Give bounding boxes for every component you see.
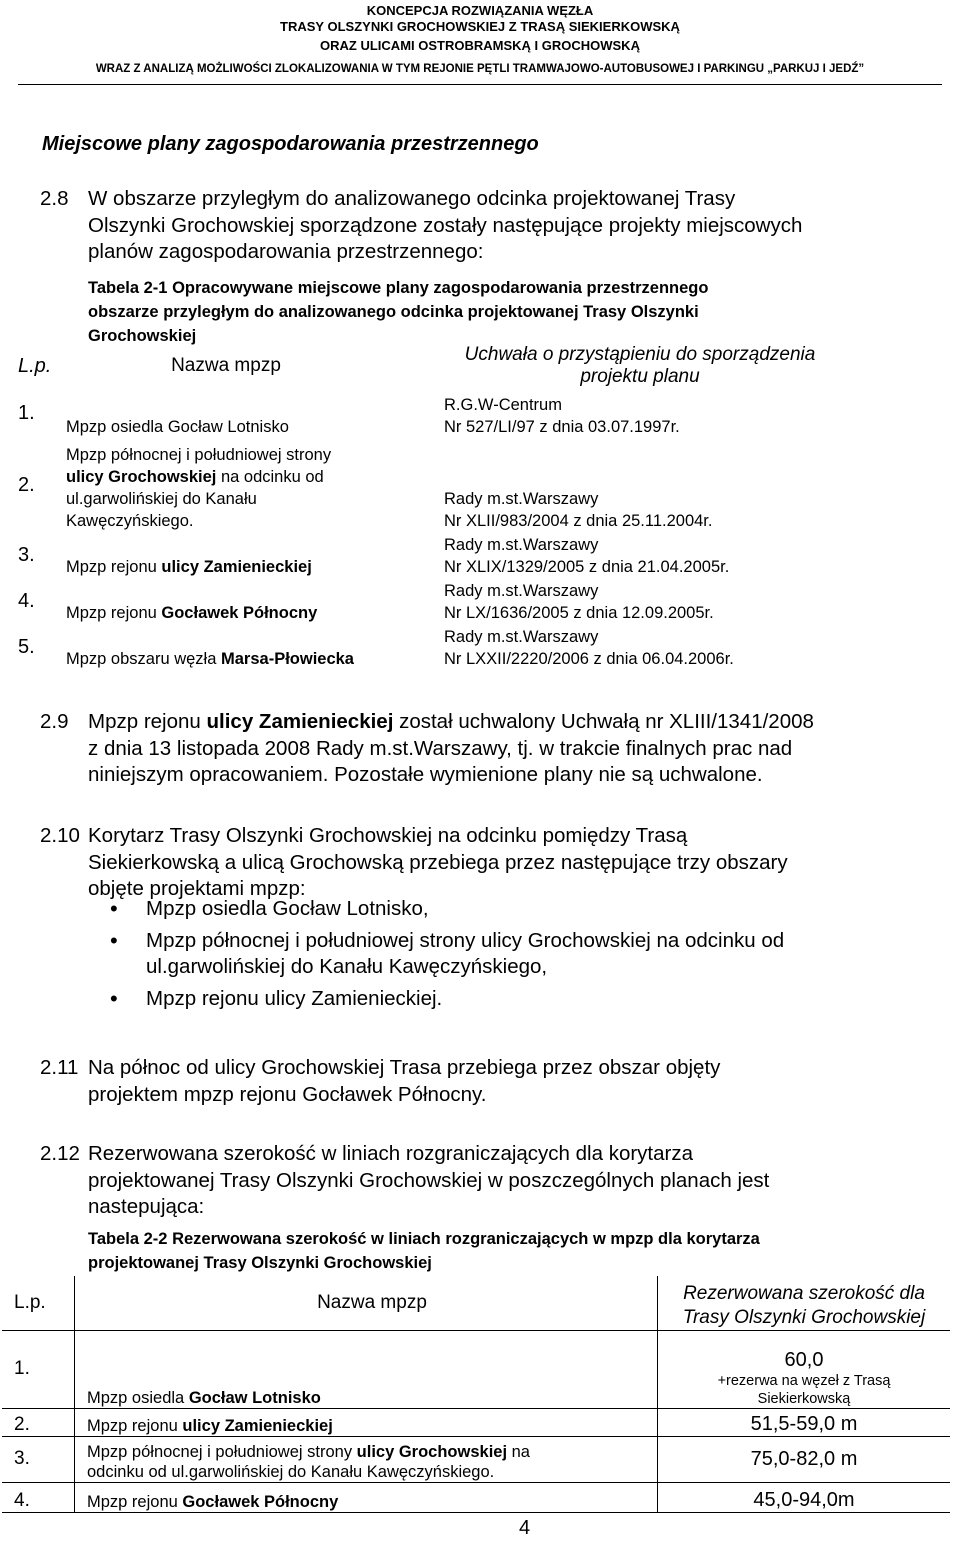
text-span: został uchwalony Uchwałą nr XLIII/1341/2008: [393, 710, 814, 733]
width-note: Siekierkowską: [757, 1390, 851, 1407]
name-text: Mpzp osiedla: [87, 1388, 189, 1407]
name-text: na: [507, 1442, 530, 1461]
row-lp: 1.: [2, 1330, 75, 1408]
header-lp: L.p.: [18, 354, 52, 377]
caption-line: Tabela 2-2 Rezerwowana szerokość w liniach rozgraniczających w mpzp dla korytarza: [88, 1230, 760, 1248]
page-number: 4: [519, 1517, 531, 1539]
uchwala-line: Nr 527/LI/97 z dnia 03.07.1997r.: [444, 418, 680, 436]
caption-line: obszarze przyległym do analizowanego odcinka projektowanej Trasy Olszynki: [88, 303, 699, 321]
header-width-line: Trasy Olszynki Grochowskiej: [682, 1306, 926, 1328]
list-item: [110, 986, 784, 1013]
text-line: nastepująca:: [88, 1195, 205, 1218]
name-bold: ulicy Zamienieckiej: [182, 1416, 333, 1435]
row-uchwala: [444, 438, 836, 532]
table-row: [2, 1436, 950, 1482]
caption-line: projektowanej Trasy Olszynki Grochowskiej: [88, 1254, 432, 1272]
table-row: [2, 1408, 950, 1436]
text-line: [88, 709, 814, 736]
name-text: [87, 1442, 657, 1462]
text-line: niniejszym opracowaniem. Pozostałe wymienione plany nie są uchwalone.: [88, 763, 763, 786]
name-bold: Gocław Lotnisko: [188, 1388, 321, 1407]
list-item-text: Mpzp rejonu ulicy Zamienieckiej.: [146, 986, 443, 1010]
uchwala-line: Rady m.st.Warszawy: [444, 536, 599, 554]
text-line: Korytarz Trasy Olszynki Grochowskiej na odcinku pomiędzy Trasą: [88, 824, 688, 847]
list-item: [110, 928, 784, 981]
header-line-2: TRASY OLSZYNKI GROCHOWSKIEJ Z TRASĄ SIEKIERKOWSKĄ: [280, 19, 680, 34]
paragraph-number: 2.11: [40, 1056, 79, 1079]
name-bold: Gocław Lotnisko: [167, 418, 289, 436]
name-bold: Gocławek Północny: [182, 1492, 339, 1511]
header-name: Nazwa mpzp: [75, 1276, 658, 1330]
text-line: Na północ od ulicy Grochowskiej Trasa przebiega przez obszar objęty: [88, 1056, 721, 1079]
paragraph-number: 2.12: [40, 1142, 80, 1165]
width-value: 60,0: [784, 1348, 824, 1371]
name-text: Mpzp północnej i południowej strony: [66, 446, 332, 464]
name-text: ul.garwolińskiej do Kanału: [66, 490, 257, 508]
header-width: [658, 1276, 951, 1330]
header-width-line: Rezerwowana szerokość dla: [683, 1282, 925, 1304]
section-title: Miejscowe plany zagospodarowania przestrzennego: [42, 133, 539, 155]
list-item-text: ul.garwolińskiej do Kanału Kawęczyńskiego,: [146, 955, 548, 978]
name-text: Mpzp obszaru węzła: [66, 650, 221, 668]
table-1: [16, 344, 836, 670]
paragraph-text: [88, 823, 788, 903]
row-lp: 4.: [18, 589, 35, 612]
uchwala-line: Rady m.st.Warszawy: [444, 628, 599, 646]
name-text: na odcinku od: [216, 468, 324, 486]
row-lp: 1.: [18, 401, 35, 424]
name-bold: ulicy Grochowskiej: [66, 468, 217, 486]
name-text: Mpzp rejonu: [87, 1492, 183, 1511]
row-uchwala: [444, 578, 836, 624]
row-name: [64, 388, 386, 438]
row-uchwala: [444, 532, 836, 578]
bullet-list: [110, 896, 784, 1017]
row-uchwala: [444, 388, 836, 438]
row-name: [75, 1330, 658, 1408]
row-lp: 5.: [18, 635, 35, 658]
name-text: Mpzp północnej i południowej strony: [87, 1442, 357, 1461]
header-uchwala: [444, 344, 836, 388]
table-row: [16, 624, 836, 670]
row-name: [75, 1408, 658, 1436]
paragraph-text: [88, 1141, 769, 1221]
row-width: 51,5-59,0 m: [658, 1408, 951, 1436]
table-row: [16, 578, 836, 624]
row-lp: 3.: [2, 1436, 75, 1482]
row-name: [64, 624, 386, 670]
header-divider: [18, 84, 942, 85]
header-lp: L.p.: [2, 1276, 75, 1330]
list-item-text: • Mpzp północnej i południowej strony ulicy Grochowskiej na odcinku od: [146, 928, 785, 952]
name-text: Mpzp osiedla: [66, 418, 168, 436]
width-note: +rezerwa na węzeł z Trasą: [717, 1372, 891, 1389]
row-lp: 2.: [18, 473, 35, 496]
header-line-1: KONCEPCJA ROZWIĄZANIA WĘZŁA: [366, 3, 594, 18]
row-width: 75,0-82,0 m: [658, 1436, 951, 1482]
text-line: objęte projektami mpzp:: [88, 877, 306, 900]
header-name: Nazwa mpzp: [171, 355, 281, 376]
header-uchwala-line: projektu planu: [580, 366, 700, 387]
name-text: Mpzp rejonu: [66, 558, 162, 576]
row-lp: 3.: [18, 543, 35, 566]
text-line: W obszarze przyległym do analizowanego odcinka projektowanej Trasy: [88, 187, 736, 210]
table-1-caption: [88, 276, 708, 348]
name-bold: ulicy Grochowskiej: [356, 1442, 508, 1461]
header-line-3: ORAZ ULICAMI OSTROBRAMSKĄ I GROCHOWSKĄ: [320, 38, 640, 53]
name-text: odcinku od ul.garwolińskiej do Kanału Kawęczyńskiego.: [87, 1462, 495, 1481]
row-name: [64, 438, 386, 532]
text-line: Rezerwowana szerokość w liniach rozgraniczających dla korytarza: [88, 1142, 694, 1165]
caption-line: Tabela 2-1 Opracowywane miejscowe plany zagospodarowania przestrzennego: [88, 279, 709, 297]
uchwala-line: Nr LX/1636/2005 z dnia 12.09.2005r.: [444, 604, 714, 622]
name-bold: Marsa-Płowiecka: [221, 650, 354, 668]
paragraph-number: 2.9: [40, 710, 69, 733]
row-name: [64, 532, 386, 578]
paragraph-text: [88, 186, 802, 266]
header-line-4: WRAZ Z ANALIZĄ MOŻLIWOŚCI ZLOKALIZOWANIA W TYM REJONIE PĘTLI TRAMWAJOWO-AUTOBUSOWEJ I PARKINGU „PARKUJ I JEDŹ”: [95, 63, 865, 75]
list-item: [110, 896, 784, 923]
text-line: z dnia 13 listopada 2008 Rady m.st.Warszawy, tj. w trakcie finalnych prac nad: [88, 736, 793, 760]
paragraph-number: 2.8: [40, 187, 69, 210]
name-bold: Gocławek Północny: [161, 604, 318, 622]
text-line: projektem mpzp rejonu Gocławek Północny.: [88, 1082, 487, 1106]
table-header-row: [2, 1276, 950, 1330]
table-row: [16, 388, 836, 438]
table-row: [16, 532, 836, 578]
name-bold: ulicy Zamienieckiej: [161, 558, 312, 576]
uchwala-line: Rady m.st.Warszawy: [444, 490, 599, 508]
table-row: [2, 1330, 950, 1408]
name-text: [66, 466, 386, 488]
text-line: Siekierkowską a ulicą Grochowską przebiega przez następujące trzy obszary: [88, 850, 788, 874]
text-bold: ulicy Zamienieckiej: [206, 710, 394, 733]
table-2: [2, 1276, 950, 1513]
row-name: [75, 1482, 658, 1512]
row-lp: 2.: [2, 1408, 75, 1436]
uchwala-line: R.G.W-Centrum: [444, 396, 562, 414]
paragraph-number: 2.10: [40, 824, 80, 847]
paragraph-text: [88, 709, 814, 789]
row-uchwala: [444, 624, 836, 670]
table-2-caption: [88, 1227, 760, 1275]
row-width: 45,0-94,0m: [658, 1482, 951, 1512]
text-line: Olszynki Grochowskiej sporządzone zostały następujące projekty miejscowych: [88, 213, 803, 237]
row-lp: 4.: [2, 1482, 75, 1512]
table-row: [16, 438, 836, 532]
name-text: Kawęczyńskiego.: [66, 512, 194, 530]
uchwala-line: Nr XLII/983/2004 z dnia 25.11.2004r.: [444, 512, 713, 530]
uchwala-line: Rady m.st.Warszawy: [444, 582, 599, 600]
text-line: projektowanej Trasy Olszynki Grochowskiej w poszczególnych planach jest: [88, 1168, 770, 1192]
row-name: [64, 578, 386, 624]
uchwala-line: Nr XLIX/1329/2005 z dnia 21.04.2005r.: [444, 558, 730, 576]
row-name: [75, 1436, 658, 1482]
row-width: [658, 1330, 951, 1408]
table-row: [2, 1482, 950, 1512]
text-line: planów zagospodarowania przestrzennego:: [88, 240, 484, 263]
header-uchwala-line: Uchwała o przystąpieniu do sporządzenia: [464, 344, 816, 365]
paragraph-text: [88, 1055, 720, 1108]
list-item-text: Mpzp osiedla Gocław Lotnisko,: [146, 897, 429, 920]
name-text: Mpzp rejonu: [66, 604, 162, 622]
caption-line: Grochowskiej: [88, 327, 197, 345]
name-text: Mpzp rejonu: [87, 1416, 183, 1435]
table-header-row: [16, 344, 836, 388]
uchwala-line: Nr LXXII/2220/2006 z dnia 06.04.2006r.: [444, 650, 734, 668]
text-span: Mpzp rejonu: [88, 710, 207, 733]
